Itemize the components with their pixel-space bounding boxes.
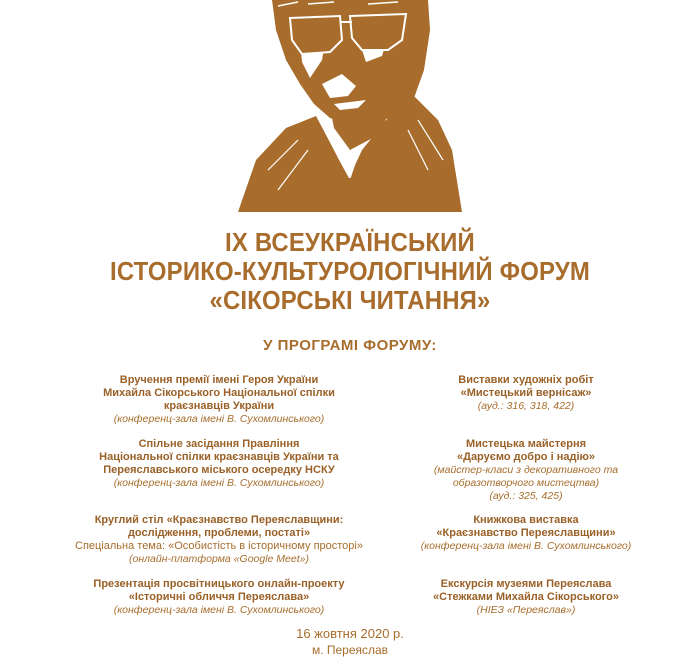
program-item [60,438,378,490]
item-title-line: Презентація просвітницького онлайн-проекту [93,578,345,590]
program-item [60,374,378,426]
item-title-line: Книжкова виставка [473,514,579,526]
item-location: (конференц-зала імені В. Сухомлинського) [420,540,632,552]
portrait-icon [238,0,462,212]
program-item [60,514,378,566]
item-title-line: Мистецька майстерня [465,438,587,450]
item-title-line: Переяславського міського осередку НСКУ [103,464,335,476]
item-title-line: Спільне засідання Правління [138,438,300,450]
item-title-line: Круглий стіл «Краєзнавство Переяславщини: [94,514,344,526]
program-item [420,374,632,413]
item-title-line: Екскурсія музеями Переяслава [440,578,612,590]
item-title-line: «Мистецький вернісаж» [460,387,592,399]
item-location: (конференц-зала імені В. Сухомлинського) [113,604,325,616]
item-location: (онлайн-платформа «Google Meet») [129,553,309,565]
item-location: (ауд.: 316, 318, 422) [477,400,575,412]
item-title-line: дослідження, проблеми, постаті» [127,527,311,539]
item-subtopic: Спеціальна тема: «Особистість в історичному просторі» [75,540,363,552]
forum-title-line-1: IX ВСЕУКРАЇНСЬКИЙ [225,227,475,257]
item-note: образотворчого мистецтва) [452,477,600,489]
item-title-line: Вручення премії імені Героя України [119,374,319,386]
item-title-line: «Даруємо добро і надію» [456,451,596,463]
program-heading: У ПРОГРАМІ ФОРУМУ: [263,337,437,354]
forum-title-line-2: ІСТОРИКО-КУЛЬТУРОЛОГІЧНИЙ ФОРУМ [109,256,591,286]
program-item [60,578,378,617]
program-item [420,514,632,553]
event-city: м. Переяслав [311,643,389,657]
item-note: (майстер-класи з декоративного та [433,464,619,476]
item-location: (конференц-зала імені В. Сухомлинського) [113,413,325,425]
item-location: (НІЕЗ «Переяслав») [476,604,576,616]
item-title-line: Виставки художніх робіт [458,374,594,386]
program-item [420,438,632,503]
item-title-line: Михайла Сікорського Національної спілки [103,387,335,399]
item-title-line: «Стежками Михайла Сікорського» [433,591,619,603]
program-item [420,578,632,617]
forum-title-line-3: «СІКОРСЬКІ ЧИТАННЯ» [209,285,491,315]
event-date: 16 жовтня 2020 р. [296,626,404,641]
item-location: (ауд.: 325, 425) [489,490,563,502]
item-title-line: «Краєзнавство Переяславщини» [436,527,616,539]
item-location: (конференц-зала імені В. Сухомлинського) [113,477,325,489]
item-title-line: Національної спілки краєзнавців України та [99,451,339,463]
item-title-line: «Історичні обличчя Переяслава» [128,591,310,603]
item-title-line: краєзнавців України [163,400,275,412]
